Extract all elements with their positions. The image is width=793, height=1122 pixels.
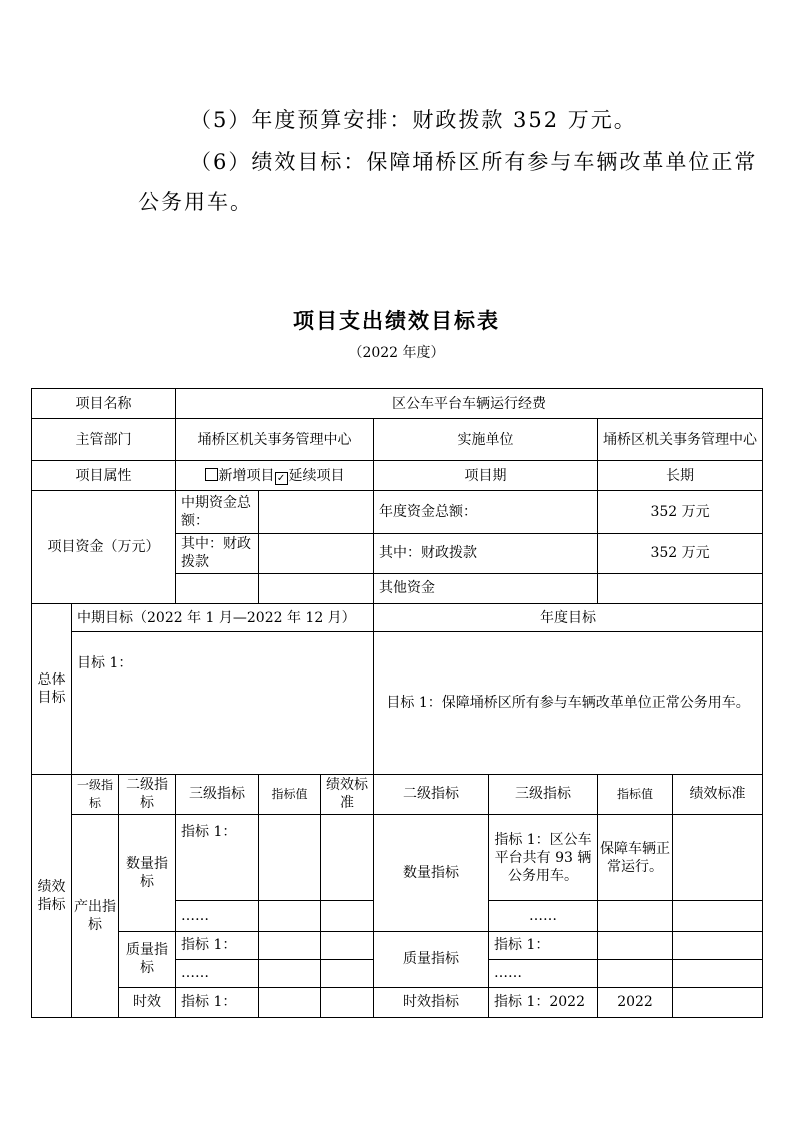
annual-fiscal-value: 352 万元 xyxy=(598,533,763,573)
empty-cell xyxy=(673,987,763,1017)
empty-cell xyxy=(598,959,673,987)
attr-options xyxy=(176,461,374,491)
standard-header: 绩效标准 xyxy=(321,774,374,814)
annual-quantity-label: 数量指标 xyxy=(374,814,489,931)
annual-quantity-ellipsis: …… xyxy=(489,901,598,931)
attr-label: 项目属性 xyxy=(32,461,176,491)
overall-goal-label: 总体目标 xyxy=(32,603,72,774)
annual-value-header: 指标值 xyxy=(598,774,673,814)
empty-cell xyxy=(673,814,763,900)
empty-cell xyxy=(259,959,321,987)
empty-cell xyxy=(321,987,374,1017)
annual-timeliness-label: 时效指标 xyxy=(374,987,489,1017)
fund-label: 项目资金（万元） xyxy=(32,491,176,604)
goal-paragraph-continued: 公务用车。 xyxy=(138,190,253,214)
empty-cell xyxy=(259,573,374,603)
empty-cell xyxy=(259,987,321,1017)
annual-quality-indicator: 指标 1： xyxy=(489,931,598,959)
annual-fiscal-label: 其中：财政拨款 xyxy=(374,533,598,573)
mid-fiscal-value xyxy=(259,533,374,573)
empty-cell xyxy=(321,959,374,987)
mid-quality-indicator: 指标 1： xyxy=(176,931,259,959)
empty-cell xyxy=(673,959,763,987)
impl-label: 实施单位 xyxy=(374,419,598,461)
quantity-label: 数量指标 xyxy=(119,814,176,931)
mid-quantity-indicator: 指标 1： xyxy=(176,814,259,900)
mid-quality-ellipsis: …… xyxy=(176,959,259,987)
annual-level3-header: 三级指标 xyxy=(489,774,598,814)
dept-label: 主管部门 xyxy=(32,419,176,461)
empty-cell xyxy=(259,901,321,931)
table-row xyxy=(32,389,763,419)
value-header: 指标值 xyxy=(259,774,321,814)
table-row xyxy=(32,491,763,533)
level1-header: 一级指标 xyxy=(72,774,119,814)
annual-timeliness-value: 2022 xyxy=(598,987,673,1017)
empty-cell xyxy=(321,901,374,931)
mid-quantity-ellipsis: …… xyxy=(176,901,259,931)
quality-label: 质量指标 xyxy=(119,931,176,987)
empty-cell xyxy=(673,931,763,959)
checked-box-icon: ✓ xyxy=(275,472,288,485)
level3-header: 三级指标 xyxy=(176,774,259,814)
dept-value: 埇桥区机关事务管理中心 xyxy=(176,419,374,461)
annual-total-value: 352 万元 xyxy=(598,491,763,533)
empty-cell xyxy=(321,814,374,900)
perf-indicator-label: 绩效指标 xyxy=(32,774,72,1017)
project-name-label: 项目名称 xyxy=(32,389,176,419)
table-row xyxy=(32,931,763,959)
project-name-value: 区公车平台车辆运行经费 xyxy=(176,389,763,419)
mid-total-label: 中期资金总额： xyxy=(176,491,259,533)
annual-standard-header: 绩效标准 xyxy=(673,774,763,814)
table-row xyxy=(32,774,763,814)
annual-quality-label: 质量指标 xyxy=(374,931,489,987)
mid-total-value xyxy=(259,491,374,533)
unchecked-box-icon xyxy=(205,468,218,481)
table-row xyxy=(32,603,763,631)
empty-cell xyxy=(259,814,321,900)
goal-paragraph: （6）绩效目标：保障埇桥区所有参与车辆改革单位正常 xyxy=(190,150,758,174)
annual-goal-header: 年度目标 xyxy=(374,603,763,631)
annual-timeliness-indicator: 指标 1：2022 xyxy=(489,987,598,1017)
table-row xyxy=(32,987,763,1017)
output-indicator-label: 产出指标 xyxy=(72,814,119,1017)
performance-target-table xyxy=(31,388,763,1018)
annual-level2-header: 二级指标 xyxy=(374,774,489,814)
empty-cell xyxy=(598,931,673,959)
table-row xyxy=(32,632,763,775)
mid-timeliness-indicator: 指标 1： xyxy=(176,987,259,1017)
period-value: 长期 xyxy=(598,461,763,491)
table-subtitle: （2022 年度） xyxy=(348,345,445,361)
table-row xyxy=(32,814,763,900)
table-title: 项目支出绩效目标表 xyxy=(293,308,500,333)
empty-cell xyxy=(176,573,259,603)
annual-total-label: 年度资金总额： xyxy=(374,491,598,533)
attr-new-label: 新增项目 xyxy=(218,467,275,484)
timeliness-label: 时效 xyxy=(119,987,176,1017)
annual-quality-ellipsis: …… xyxy=(489,959,598,987)
other-fund-label: 其他资金 xyxy=(374,573,598,603)
table-row xyxy=(32,419,763,461)
mid-goal-header: 中期目标（2022 年 1 月—2022 年 12 月） xyxy=(72,603,374,631)
period-label: 项目期 xyxy=(374,461,598,491)
attr-cont-label: 延续项目 xyxy=(288,467,345,484)
annual-quantity-indicator: 指标 1：区公车平台共有 93 辆公务用车。 xyxy=(489,814,598,900)
mid-goal-text: 目标 1： xyxy=(72,632,374,775)
empty-cell xyxy=(321,931,374,959)
empty-cell xyxy=(598,901,673,931)
annual-quantity-value: 保障车辆正常运行。 xyxy=(598,814,673,900)
table-row xyxy=(32,461,763,491)
level2-header: 二级指标 xyxy=(119,774,176,814)
annual-goal-text: 目标 1：保障埇桥区所有参与车辆改革单位正常公务用车。 xyxy=(374,632,763,775)
budget-paragraph: （5）年度预算安排：财政拨款 352 万元。 xyxy=(190,108,637,132)
empty-cell xyxy=(259,931,321,959)
impl-value: 埇桥区机关事务管理中心 xyxy=(598,419,763,461)
empty-cell xyxy=(673,901,763,931)
mid-fiscal-label: 其中：财政拨款 xyxy=(176,533,259,573)
other-fund-value xyxy=(598,573,763,603)
